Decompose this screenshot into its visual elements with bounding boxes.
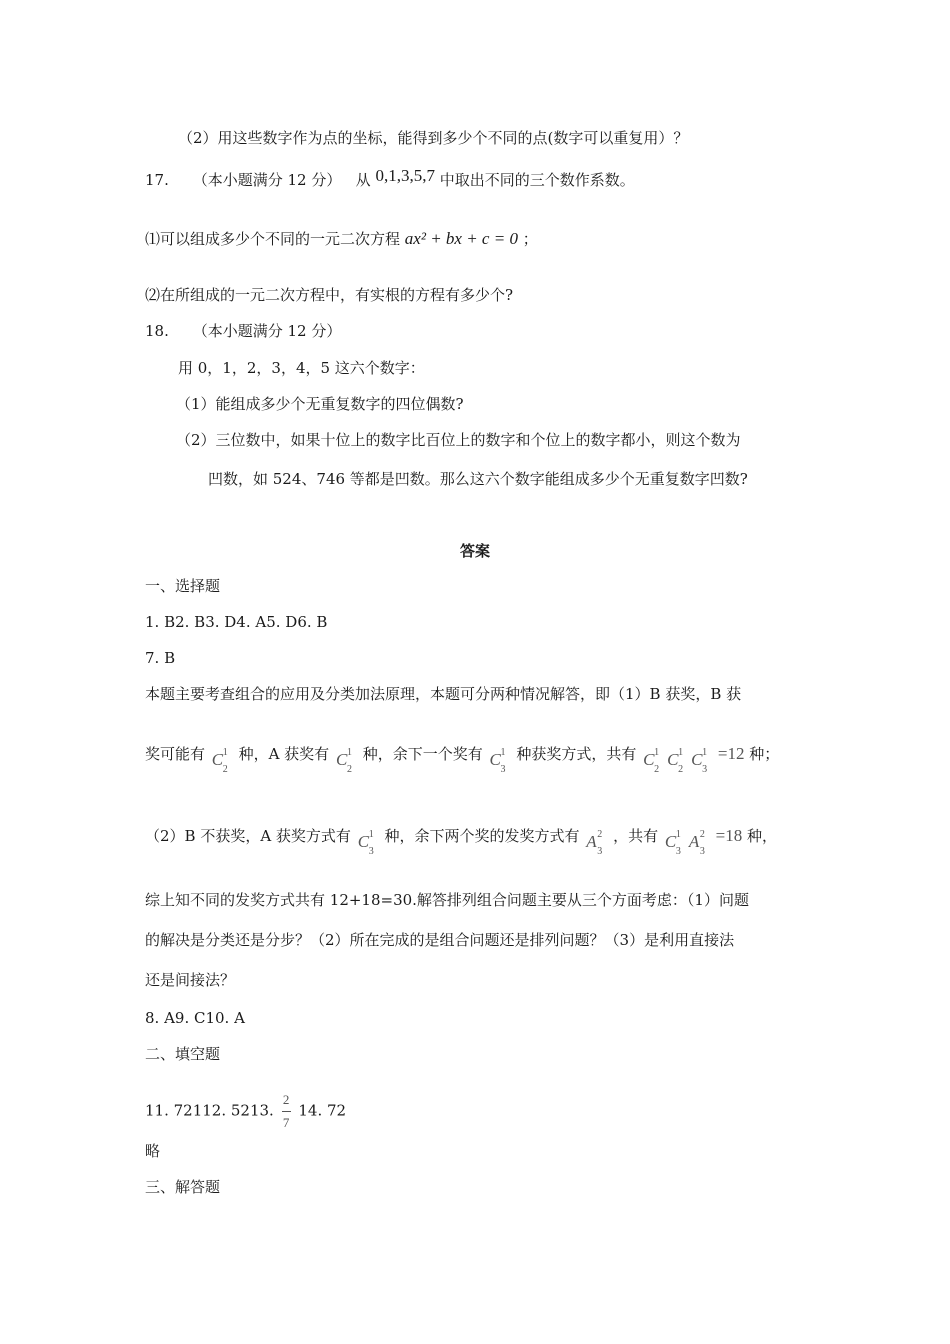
expl2-result: =12: [717, 744, 745, 763]
explanation-line3: [145, 826, 778, 857]
q18-intro: 用 0，1，2，3，4，5 这六个数字：: [178, 359, 425, 377]
fraction-2-7: [282, 1090, 291, 1133]
combination-c31: C 1 3: [489, 747, 506, 775]
fraction-numerator: 2: [282, 1092, 290, 1107]
quadratic-equation: ax² + bx + c = 0: [404, 229, 518, 248]
q17-digits: 0,1,3,5,7: [375, 166, 435, 185]
explanation-line4: 综上知不同的发奖方式共有 12+18=30.解答排列组合问题主要从三个方面考虑：（1）问题: [145, 891, 749, 909]
combination-c21: C 1 2: [211, 747, 228, 775]
explanation-line1: 本题主要考查组合的应用及分类加法原理，本题可分两种情况解答，即（1）B 获奖，B 获: [145, 685, 742, 703]
product-c31: C 1 3: [691, 747, 708, 775]
expl3-c: ，共有: [613, 827, 659, 845]
answers-1-6: 1. B2. B3. D4. A5. D6. B: [145, 613, 328, 631]
q17-tail: 中取出不同的三个数作系数。: [439, 171, 635, 189]
q18-part1: （1）能组成多少个无重复数字的四位偶数?: [176, 395, 464, 413]
explanation-line5: 的解决是分类还是分步？（2）所在完成的是组合问题还是排列问题？（3）是利用直接法: [145, 931, 735, 949]
q17-part1: [145, 229, 538, 249]
q17-header: [145, 166, 635, 190]
q18-part2-line2: 凹数，如 524、746 等都是凹数。那么这六个数字能组成多少个无重复数字凹数?: [208, 470, 748, 488]
product-c21: C 1 2: [643, 747, 660, 775]
omitted-note: 略: [145, 1142, 161, 1160]
answers-title: 答案: [459, 542, 490, 560]
q18-score: （本小题满分 12 分）: [192, 322, 342, 340]
product-a32: A 2 3: [688, 829, 705, 857]
q18-header: [145, 321, 341, 341]
q18-part2-line1: （2）三位数中，如果十位上的数字比百位上的数字和个位上的数字都小，则这个数为: [176, 431, 741, 449]
fill-answers-b: 14. 72: [298, 1101, 347, 1120]
expl3-result: =18: [715, 826, 743, 845]
q17-part2: ⑵在所组成的一元二次方程中，有实根的方程有多少个?: [145, 286, 514, 304]
expl2-a: 奖可能有: [145, 745, 206, 763]
section-choice: 一、选择题: [145, 577, 221, 595]
expl2-d: 种获奖方式，共有: [516, 745, 637, 763]
expl3-a: （2）B 不获奖，A 获奖方式有: [145, 827, 351, 845]
q17-score: （本小题满分 12 分）: [192, 171, 342, 189]
q17-from: 从: [355, 171, 371, 189]
q17-part1-end: ；: [522, 230, 538, 248]
section-fill: 二、填空题: [145, 1045, 221, 1063]
expl3-e: 种，: [747, 827, 778, 845]
q17-part1-text: ⑴可以组成多少个不同的一元二次方程: [145, 230, 401, 248]
q17-number: 17.: [145, 171, 169, 189]
combination-c31-c: C 1 3: [357, 829, 374, 857]
section-solve: 三、解答题: [145, 1178, 221, 1196]
expl2-c: 种，余下一个奖有: [362, 745, 483, 763]
fill-answers: [145, 1090, 346, 1133]
product-c21-b: C 1 2: [667, 747, 684, 775]
explanation-line2: [145, 744, 780, 775]
expl2-b: 种，A 获奖有: [238, 745, 330, 763]
product-c31-d: C 1 3: [664, 829, 681, 857]
combination-c21-b: C 1 2: [335, 747, 352, 775]
q18-number: 18.: [145, 322, 169, 340]
q16-part2: （2）用这些数字作为点的坐标，能得到多少个不同的点(数字可以重复用）？: [178, 129, 689, 147]
fill-answers-a: 11. 72112. 5213.: [145, 1101, 274, 1120]
answers-8-10: 8. A9. C10. A: [145, 1009, 245, 1027]
expl2-f: 种；: [749, 745, 780, 763]
explanation-line6: 还是间接法？: [145, 971, 236, 989]
expl3-b: 种，余下两个奖的发奖方式有: [384, 827, 580, 845]
answer-7: 7. B: [145, 649, 176, 667]
permutation-a32: A 2 3: [586, 829, 603, 857]
fraction-denominator: 7: [282, 1115, 290, 1130]
